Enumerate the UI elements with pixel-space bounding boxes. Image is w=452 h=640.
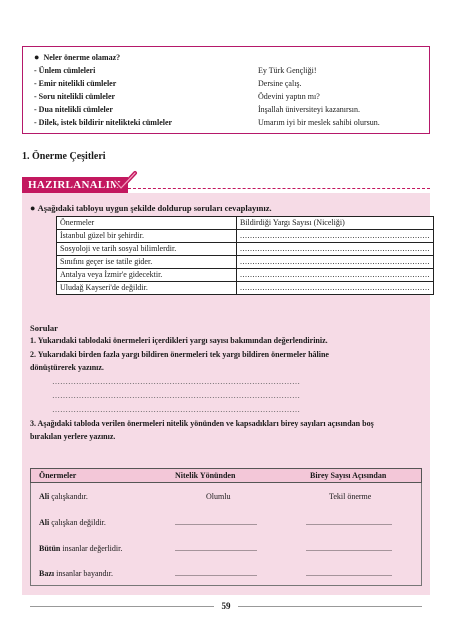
table-header-cell: Bildirdiği Yargı Sayısı (Niceliği) [237, 217, 434, 230]
info-right-item: İnşallah üniversiteyi kazanırsın. [258, 105, 360, 114]
table-header-cell: Önermeler [57, 217, 237, 230]
task-instruction-text: Aşağıdaki tabloyu uygun şekilde doldurup soruları cevaplayınız. [37, 203, 272, 213]
questions-title: Sorular [30, 323, 58, 333]
info-box-title [34, 52, 120, 63]
table-header-cell: Önermeler [39, 471, 77, 480]
table-header-cell: Nitelik Yönünden [175, 471, 236, 480]
hazirlanalim-banner: HAZIRLANALIM [22, 177, 128, 193]
table-row [57, 230, 434, 243]
info-box-title-text: Neler önerme olamaz? [43, 53, 121, 62]
answer-blank[interactable]: ............................................................................ [237, 269, 434, 282]
answer-line[interactable]: ………………………………………………………………………………… [52, 377, 300, 386]
answer-blank[interactable]: ......................................... [175, 569, 257, 578]
task-instruction [30, 203, 272, 213]
bullet-icon: ● [34, 52, 40, 62]
statement-cell: Sosyoloji ve tarih sosyal bilimlerdir. [57, 243, 237, 256]
quantity-table [56, 216, 434, 295]
info-left-item: - Dilek, istek bildirir nitelikteki cümleler [34, 118, 173, 127]
answer-blank[interactable]: ........................................... [306, 518, 392, 527]
info-left-item: - Soru nitelikli cümleler [34, 92, 116, 101]
page-number: 59 [214, 601, 238, 611]
answer-blank[interactable]: ......................................... [175, 544, 257, 553]
answer-blank[interactable]: ............................................................................ [237, 243, 434, 256]
answer-blank[interactable]: ......................................... [175, 518, 257, 527]
table-header-cell: Birey Sayısı Açısından [310, 471, 387, 480]
question-3-cont: bırakılan yerlere yazınız. [30, 432, 116, 441]
answer-blank[interactable]: ............................................................................ [237, 256, 434, 269]
banner-divider [128, 188, 430, 189]
info-right-item: Ey Türk Gençliği! [258, 66, 317, 75]
table-row [57, 269, 434, 282]
info-left-item: - Emir nitelikli cümleler [34, 79, 117, 88]
statement-cell: Ali çalışkan değildir. [39, 518, 106, 527]
quality-cell: Olumlu [206, 492, 231, 501]
answer-blank[interactable]: ............................................................................ [237, 230, 434, 243]
table-row [57, 282, 434, 295]
statement-cell: İstanbul güzel bir şehirdir. [57, 230, 237, 243]
statement-cell: Sınıfını geçer ise tatile gider. [57, 256, 237, 269]
info-left-item: - Ünlem cümleleri [34, 66, 96, 75]
question-1: 1. Yukarıdaki tablodaki önermeleri içerdikleri yargı sayısı bakımından değerlendiriniz. [30, 336, 328, 345]
question-2-cont: dönüştürerek yazınız. [30, 363, 104, 372]
statement-cell: Bazı insanlar bayandır. [39, 569, 113, 578]
question-3: 3. Aşağıdaki tabloda verilen önermeleri nitelik yönünden ve kapsadıkları birey sayıları açısından boş [30, 419, 374, 428]
answer-line[interactable]: ………………………………………………………………………………… [52, 391, 300, 400]
answer-line[interactable]: ………………………………………………………………………………… [52, 405, 300, 414]
info-right-item: Ödevini yaptın mı? [258, 92, 320, 101]
statement-cell: Uludağ Kayseri'de değildir. [57, 282, 237, 295]
table-row [57, 256, 434, 269]
bullet-icon: ● [30, 203, 36, 213]
statement-cell: Ali çalışkandır. [39, 492, 88, 501]
statement-cell: Bütün insanlar değerlidir. [39, 544, 123, 553]
info-right-item: Umarım iyi bir meslek sahibi olursun. [258, 118, 380, 127]
answer-blank[interactable]: ............................................................................ [237, 282, 434, 295]
section-title: 1. Önerme Çeşitleri [22, 151, 106, 162]
statement-cell: Antalya veya İzmir'e gidecektir. [57, 269, 237, 282]
info-right-item: Dersine çalış. [258, 79, 302, 88]
info-left-item: - Dua nitelikli cümleler [34, 105, 113, 114]
scope-cell: Tekil önerme [329, 492, 372, 501]
answer-blank[interactable]: ........................................... [306, 544, 392, 553]
question-2: 2. Yukarıdaki birden fazla yargı bildiren önermeleri tek yargı bildiren önermeler hâline [30, 350, 329, 359]
answer-blank[interactable]: ........................................... [306, 569, 392, 578]
table-row [57, 243, 434, 256]
